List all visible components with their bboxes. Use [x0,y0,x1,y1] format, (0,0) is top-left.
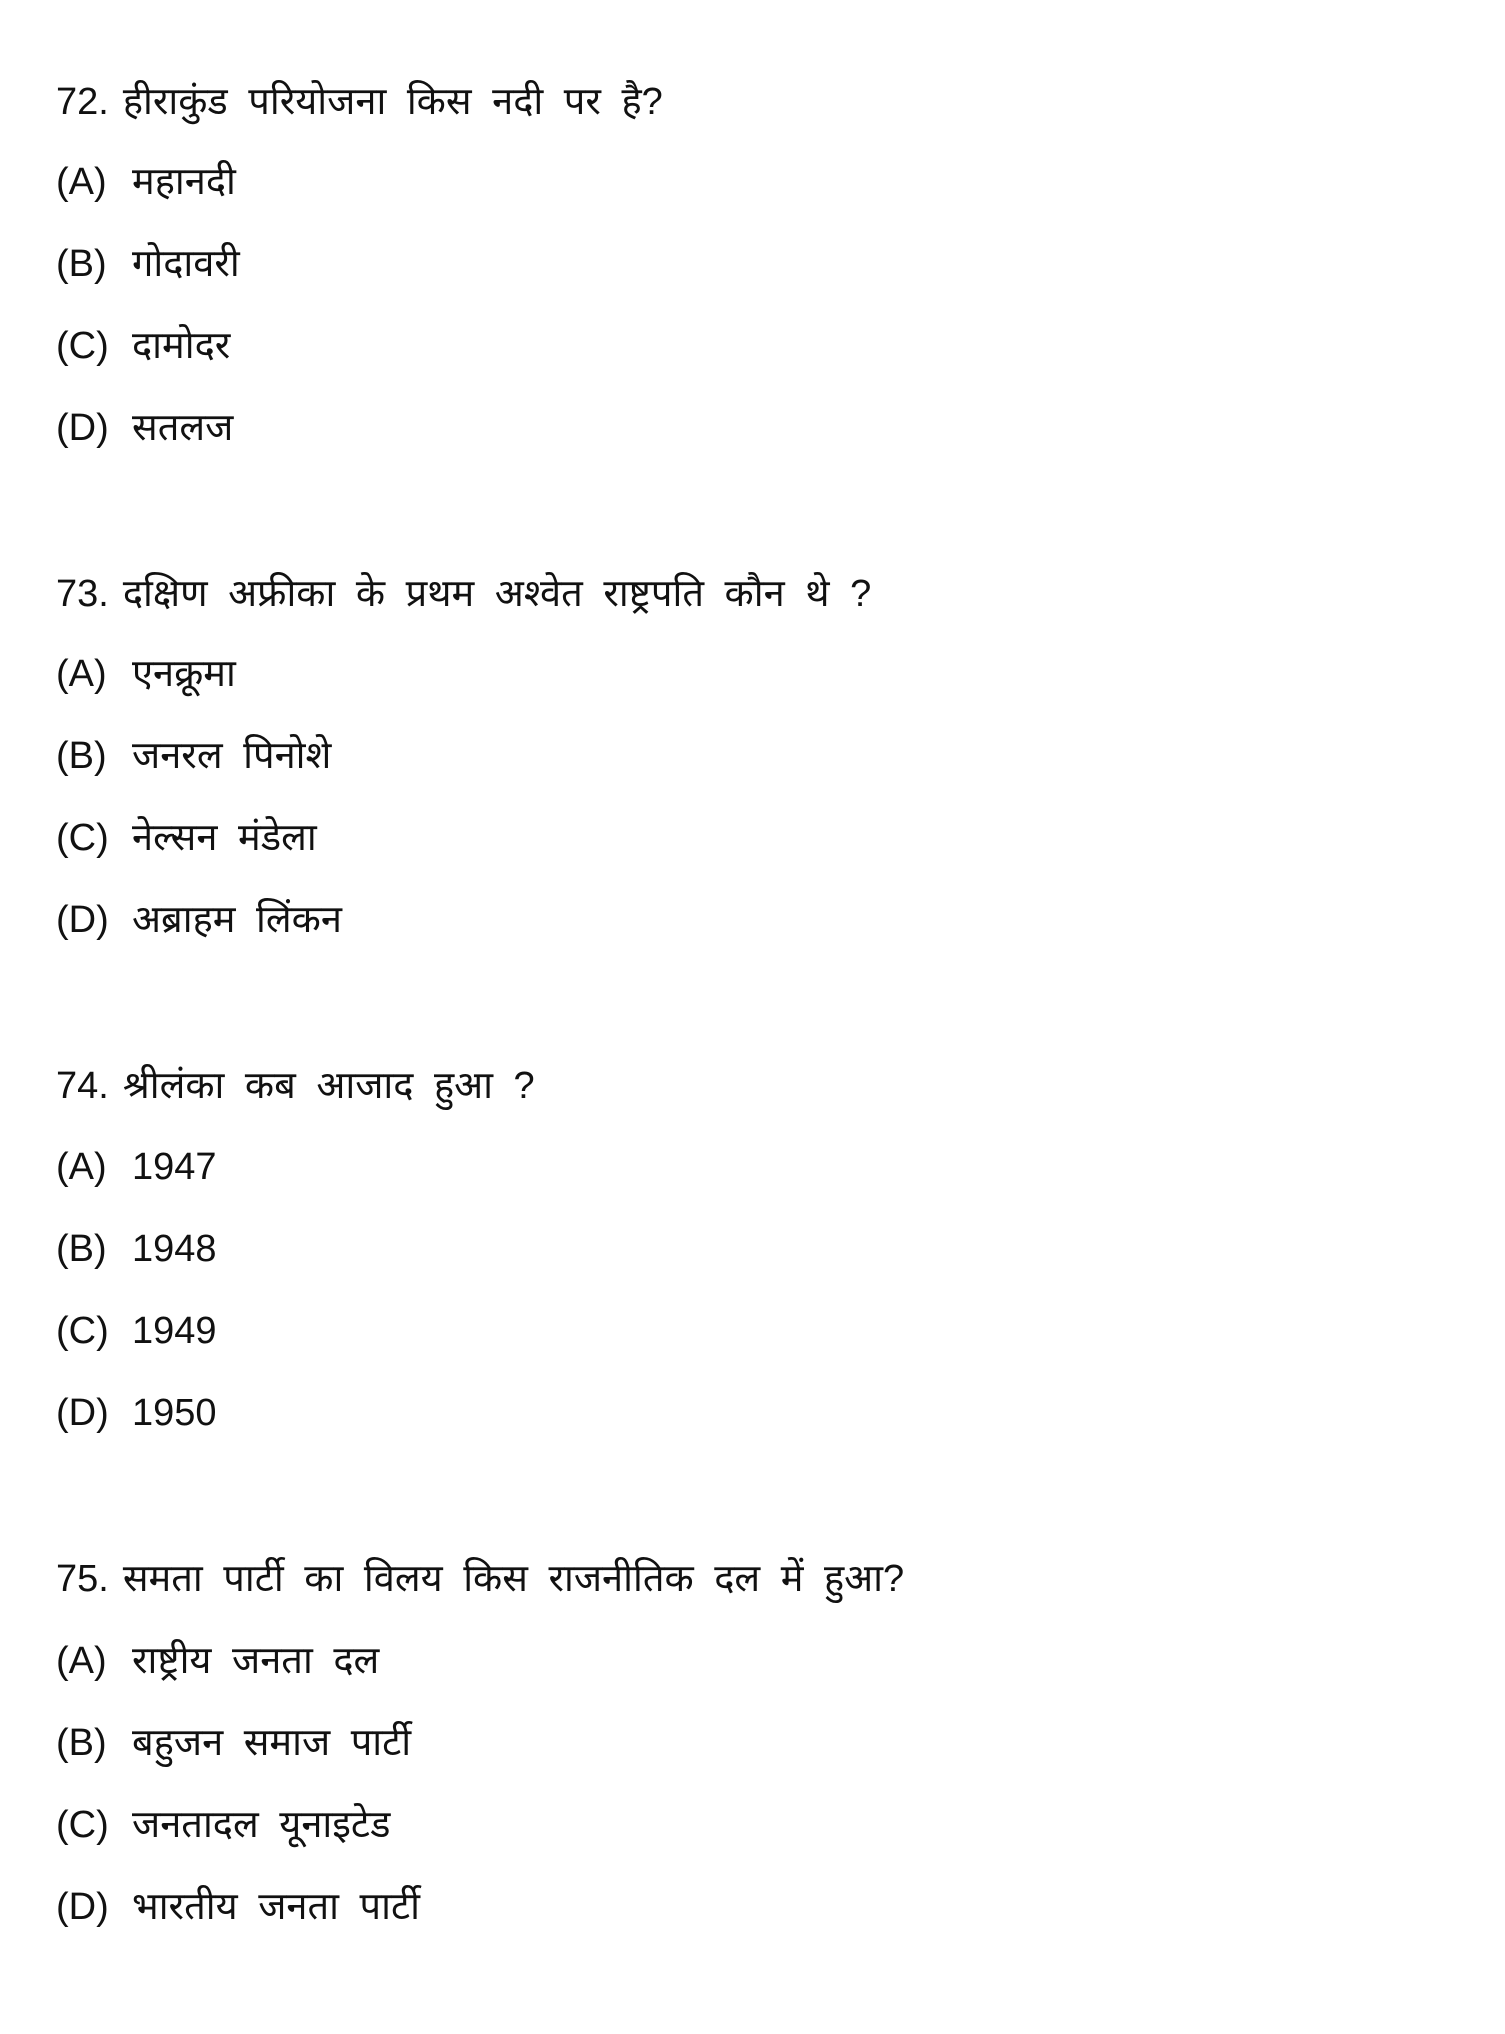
option-b [56,1230,217,1268]
option-label: (D) [56,407,109,449]
option-text: एनक्रूमा [132,653,236,695]
option-c [56,1806,390,1844]
option-c [56,1312,217,1350]
option-a [56,655,236,693]
option-d [56,1394,217,1432]
question-72 [56,83,663,121]
question-74 [56,1067,535,1105]
option-d [56,409,233,447]
option-label: (C) [56,1804,109,1846]
option-b [56,1724,411,1762]
question-text: श्रीलंका कब आजाद हुआ ? [122,1065,535,1107]
option-text: दामोदर [132,325,231,367]
question-text: दक्षिण अफ्रीका के प्रथम अश्वेत राष्ट्रपति कौन थे ? [122,573,872,615]
option-label: (D) [56,1392,109,1434]
option-text: 1948 [132,1228,217,1270]
option-label: (C) [56,817,109,859]
option-label: (D) [56,1886,109,1928]
option-text: जनतादल यूनाइटेड [132,1804,391,1846]
option-d [56,1888,420,1926]
option-label: (B) [56,243,107,285]
question-number: 75. [56,1558,109,1600]
option-text: 1949 [132,1310,217,1352]
option-label: (B) [56,735,107,777]
question-text: समता पार्टी का विलय किस राजनीतिक दल में हुआ? [122,1558,905,1600]
option-c [56,819,317,857]
option-a [56,1148,217,1186]
question-number: 74. [56,1065,109,1107]
option-label: (A) [56,161,107,203]
option-label: (D) [56,899,109,941]
option-label: (C) [56,325,109,367]
option-text: सतलज [132,407,234,449]
option-text: बहुजन समाज पार्टी [132,1722,412,1764]
option-b [56,737,331,775]
option-a [56,163,236,201]
question-73 [56,575,871,613]
option-text: अब्राहम लिंकन [132,899,342,941]
option-c [56,327,230,365]
option-label: (B) [56,1228,107,1270]
option-text: 1947 [132,1146,217,1188]
option-label: (A) [56,1640,107,1682]
option-label: (C) [56,1310,109,1352]
option-label: (A) [56,1146,107,1188]
option-label: (A) [56,653,107,695]
option-text: जनरल पिनोशे [132,735,332,777]
option-b [56,245,240,283]
option-text: भारतीय जनता पार्टी [132,1886,420,1928]
question-number: 72. [56,81,109,123]
option-text: गोदावरी [132,243,240,285]
option-text: 1950 [132,1392,217,1434]
option-label: (B) [56,1722,107,1764]
option-a [56,1642,379,1680]
question-text: हीराकुंड परियोजना किस नदी पर है? [122,81,663,123]
option-text: महानदी [132,161,236,203]
question-number: 73. [56,573,109,615]
option-d [56,901,342,939]
question-75 [56,1560,904,1598]
option-text: नेल्सन मंडेला [132,817,317,859]
option-text: राष्ट्रीय जनता दल [132,1640,380,1682]
